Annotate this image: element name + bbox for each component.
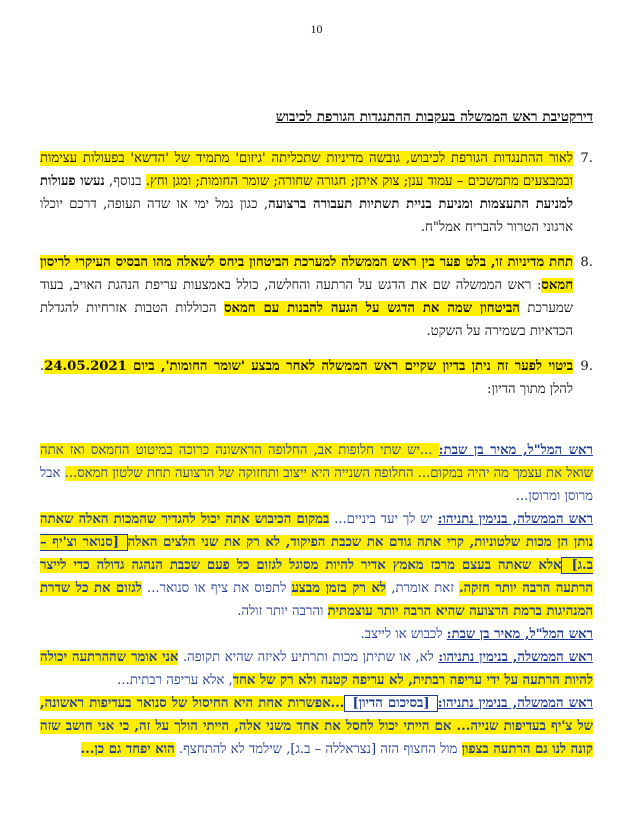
highlighted-text: ביטוי לפער זה ניתן בדיון שקיים ראש הממשלה לאחר מבצע 'שומר החומות', ביום 24.05.2021 bbox=[44, 359, 573, 374]
spacer bbox=[40, 413, 593, 439]
text-segment: הכוללות הטבות אזרחיות להגדלת הכדאיות בשמירה על השקט. bbox=[40, 301, 573, 339]
numbered-paragraph bbox=[40, 147, 593, 239]
paragraph-text bbox=[40, 251, 573, 343]
text-segment: לכבוש או לייצב. bbox=[360, 627, 447, 642]
highlighted-text: תחת מדיניות זו, בלט פער בין ראש הממשלה למערכת הביטחון ביחס לשאלה מהו הבסיס העיקרי לריסון חמאס bbox=[40, 255, 573, 293]
transcript-turn bbox=[40, 646, 593, 692]
highlighted-text: אלא שאתה בעצם מרכז מאמץ אדיר להיות מסוגל לגזום כל פעם שכבת הנהגה גדולה כדי לייצר הרתעה הרבה יותר חזקה. bbox=[40, 558, 593, 596]
highlighted-text: במקום הכיבוש אתה יכול להגדיר שהמכות האלה שאתה נותן הן מכות שלטוניות, קרי אתה גודם את שכבת הפיקוד, לא רק את שני הלצים האלה bbox=[40, 512, 593, 550]
speaker-name: ראש המל"ל, מאיר בן שבת: bbox=[438, 443, 593, 458]
numbered-paragraphs bbox=[40, 147, 593, 401]
text-segment: והרבה יותר זולה. bbox=[237, 604, 328, 619]
transcript-turn bbox=[40, 692, 593, 761]
meeting-transcript bbox=[40, 439, 593, 761]
highlighted-text: הביטחון שמה את הדגש על הגעה להבנות עם חמאס bbox=[224, 301, 520, 316]
text-segment: בנוסף, bbox=[104, 174, 146, 189]
document-body bbox=[40, 106, 593, 761]
highlighted-text: אני אומר שההרתעה יכולה להיות הרתעה על ידי עריפה רבתית, לא עריפה קטנה ולא רק של אחד bbox=[40, 650, 593, 688]
highlighted-text: לא רק בזמן מבצע bbox=[291, 581, 387, 596]
speaker-name: ראש הממשלה, בנימין נתניהו: bbox=[438, 650, 594, 665]
transcript-turn bbox=[40, 623, 593, 646]
speaker-name: ראש הממשלה, בנימין נתניהו: bbox=[437, 696, 593, 711]
speaker-name: ראש המל"ל, מאיר בן שבת: bbox=[446, 627, 593, 642]
highlighted-text: לגזום את כל שדרת המנהיגות ברמת הרצועה שהיא הרבה יותר עוצמתית bbox=[40, 581, 593, 619]
paragraph-number: 8. bbox=[580, 255, 593, 270]
transcript-turn bbox=[40, 508, 593, 623]
numbered-paragraph bbox=[40, 251, 593, 343]
text-segment: [בסיכום הדיון] bbox=[344, 695, 437, 712]
text-segment: אבל מרוסן ומרוסן... bbox=[39, 466, 593, 504]
text-segment: יש לך יעד ביניים... bbox=[329, 512, 438, 527]
highlighted-text: הוא יפחד גם כן... bbox=[80, 742, 175, 757]
transcript-turn bbox=[40, 439, 593, 508]
text-segment: לא, או שתיתן מכות ותרתיע לאיזה שהיא תקופה. bbox=[178, 650, 439, 665]
text-segment: , אלא עריפה רבתית... bbox=[117, 673, 233, 688]
speaker-name: ראש הממשלה, בנימין נתניהו: bbox=[437, 512, 593, 527]
paragraph-number: 9. bbox=[580, 359, 593, 374]
numbered-paragraph bbox=[40, 355, 593, 401]
text-segment: : ראש הממשלה שם את הדגש על הרתעה והחלשה, כולל באמצעות עריפת הנהגת האויב, בעוד שמערכת bbox=[40, 278, 573, 316]
paragraph-text bbox=[40, 355, 573, 401]
paragraph-text bbox=[40, 147, 573, 239]
text-segment: נעשו פעולות למניעת התעצמות ומניעת בניית תשתיות תעבורה ברצועה bbox=[40, 174, 573, 212]
text-segment: מול החצוף הזה [נצראללה – ב.ג], שילמד לא להתחצף. bbox=[174, 742, 462, 757]
highlighted-text: [סנואר וצ'יף – ב.ג] bbox=[40, 535, 593, 573]
text-segment: . להלן מתוך הדיון: bbox=[40, 359, 573, 397]
highlighted-text: לאור ההתנגדות הגורפת לכיבוש, גובשה מדיניות שתכליתה 'גיזום' מתמיד של 'הדשא' בפעולות עצימות ובמבצעים מתמשכים – עמוד ענן; צוק איתן; חגורה שחורה; שומר החומות; ומגן וחץ. bbox=[40, 151, 574, 189]
highlighted-text: ...אפשרות אחת היא החיסול של סנואר בעדיפות ראשונה, של צ'יף בעדיפות שנייה... אם הייתי יכול לחסל את אחד משני אלה, הייתי הולך על זה, כי אני חושב שזה קונה לנו גם הרתעה בצפון bbox=[40, 696, 593, 757]
highlighted-text: ...יש שתי חלופות אב, החלופה הראשונה כרוכה במיטוט החמאס ואז אתה שואל את עצמך מה יהיה במקום... החלופה השנייה היא ייצוב ותחזוקה של הרצועה תחת שלטון חמאס... bbox=[40, 443, 593, 481]
section-heading: דירקטיבת ראש הממשלה בעקבות ההתנגדות הגורפת לכיבוש bbox=[275, 109, 593, 125]
page-number: 10 bbox=[310, 22, 323, 36]
text-segment: , כגון נמל ימי או שדה תעופה, דרכם יוכלו ארגוני הטרור להבריח אמל"ח. bbox=[40, 197, 573, 235]
text-segment: זאת אומרת, bbox=[386, 581, 460, 596]
paragraph-number: 7. bbox=[580, 151, 593, 166]
text-segment: לתפוס את ציף או סנואר... bbox=[141, 581, 292, 596]
